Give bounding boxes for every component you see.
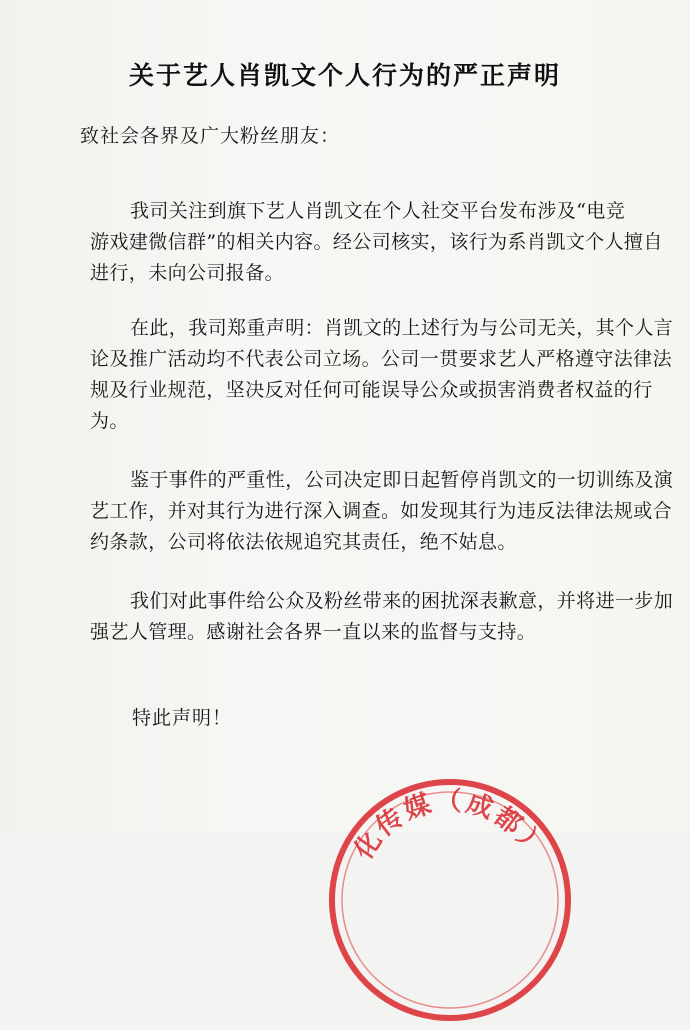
- paragraph-line: 游戏建微信群”的相关内容。经公司核实，该行为系肖凯文个人擅自: [90, 231, 663, 253]
- paragraph-1: [90, 196, 663, 289]
- salutation: 致社会各界及广大粉丝朋友：: [80, 125, 341, 147]
- paragraph-line: 艺工作，并对其行为进行深入调查。如发现其行为违反法律法规或合: [90, 500, 673, 522]
- seal-outer-ring: [332, 782, 568, 1018]
- seal-inner-ring: [342, 792, 558, 1008]
- paragraph-line: 论及推广活动均不代表公司立场。公司一贯要求艺人严格遵守法律法: [90, 348, 673, 370]
- paragraph-line: 规及行业规范，坚决反对任何可能误导公众或损害消费者权益的行: [90, 379, 653, 401]
- paragraph-4: [90, 586, 674, 648]
- paragraph-line: 我们对此事件给公众及粉丝带来的困扰深表歉意，并将进一步加: [130, 590, 674, 612]
- paragraph-line: 鉴于事件的严重性，公司决定即日起暂停肖凯文的一切训练及演: [130, 469, 674, 491]
- closing-statement: 特此声明！: [132, 707, 233, 729]
- paragraph-line: 为。: [90, 410, 129, 432]
- paragraph-line: 约条款，公司将依法依规追究其责任，绝不姑息。: [90, 531, 517, 553]
- paragraph-line: 在此，我司郑重声明：肖凯文的上述行为与公司无关，其个人言: [130, 317, 674, 339]
- paragraph-line: 我司关注到旗下艺人肖凯文在个人社交平台发布涉及“电竞: [130, 200, 626, 222]
- statement-title: 关于艺人肖凯文个人行为的严正声明: [128, 61, 561, 90]
- seal-text: 化传媒（成都）: [348, 787, 552, 865]
- paragraph-3: [90, 465, 674, 558]
- paragraph-line: 进行，未向公司报备。: [90, 262, 285, 284]
- company-seal-stamp: [320, 770, 580, 1030]
- paragraph-2: [90, 313, 674, 437]
- paragraph-line: 强艺人管理。感谢社会各界一直以来的监督与支持。: [90, 621, 537, 643]
